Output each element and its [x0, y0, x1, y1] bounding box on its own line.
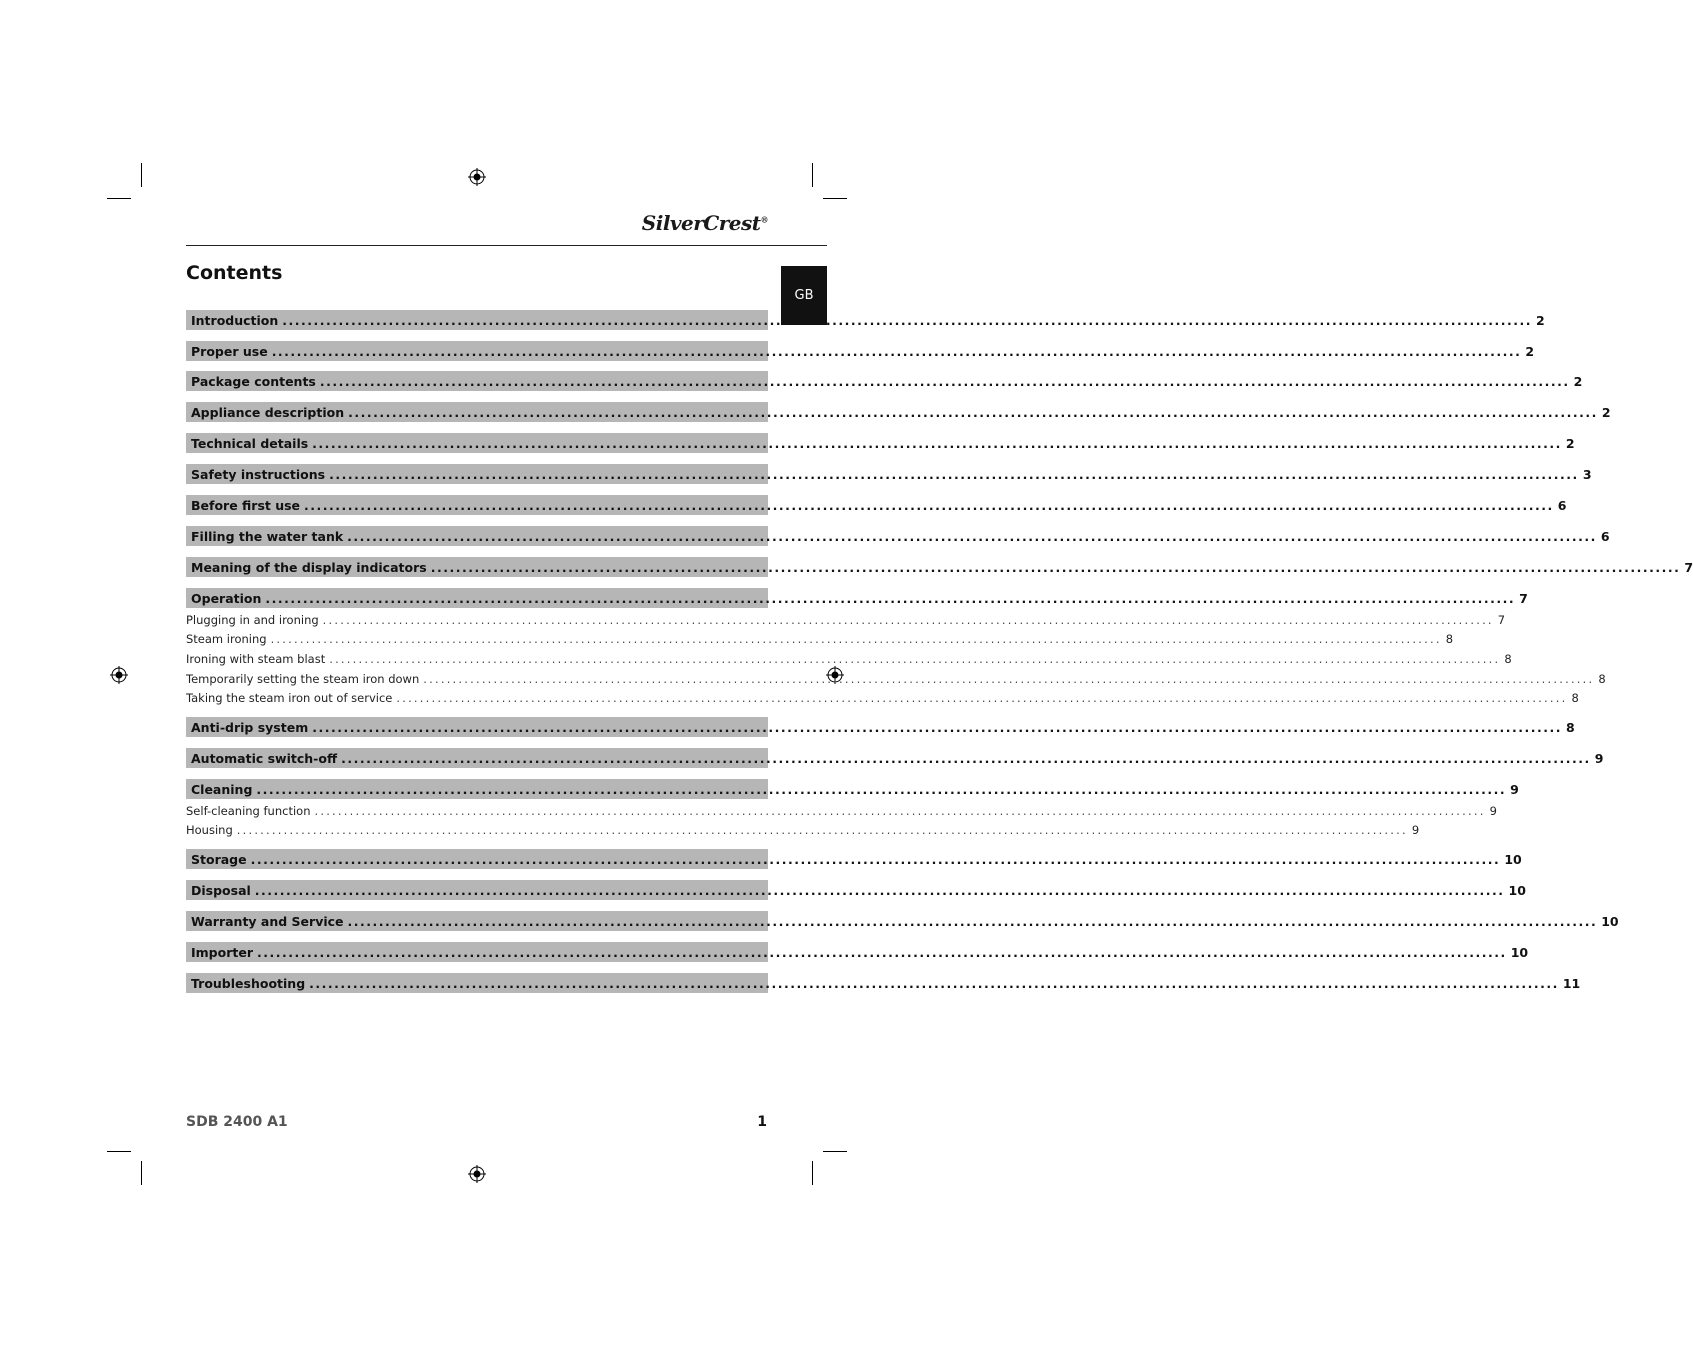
toc-section-entry[interactable]	[186, 588, 1528, 608]
toc-dot-leader: ........................................................................................................................................................................................................	[312, 719, 1562, 735]
toc-entry-page: 7	[1497, 612, 1506, 627]
toc-entry-page: 8	[1565, 719, 1575, 735]
toc-dot-leader: ........................................................................................................................................................................................................	[329, 466, 1579, 482]
toc-section-entry[interactable]	[186, 371, 1583, 391]
toc-section-entry[interactable]	[186, 526, 1610, 546]
toc-subsection-entry[interactable]	[186, 802, 1497, 819]
toc-dot-leader: ........................................................................................................................................................................................................	[341, 750, 1591, 766]
toc-dot-leader: ........................................................................................................................................................................................................	[312, 435, 1562, 451]
toc-entry-page: 7	[1684, 559, 1693, 575]
toc-entry-page: 2	[1565, 435, 1575, 451]
toc-dot-leader: ........................................................................................................................................................................................................	[282, 312, 1532, 328]
toc-entry-page: 2	[1601, 404, 1611, 420]
toc-entry-label: Automatic switch-off	[191, 750, 338, 766]
toc-dot-leader: ........................................................................................................................................................................................................	[322, 612, 1494, 627]
toc-dot-leader: ........................................................................................................................................................................................................	[265, 590, 1516, 606]
toc-entry-page: 10	[1504, 851, 1522, 867]
toc-dot-leader: ........................................................................................................................................................................................................	[271, 343, 1522, 359]
toc-entry-label: Cleaning	[191, 781, 253, 797]
toc-entry-label: Importer	[191, 944, 253, 960]
toc-entry-label: Taking the steam iron out of service	[186, 690, 393, 705]
toc-entry-label: Warranty and Service	[191, 913, 344, 929]
brand-registered-mark: ®	[760, 214, 768, 225]
toc-entry-label: Temporarily setting the steam iron down	[186, 671, 420, 686]
toc-section-entry[interactable]	[186, 911, 1619, 931]
toc-entry-page: 2	[1536, 312, 1545, 328]
toc-dot-leader: ........................................................................................................................................................................................................	[348, 404, 1598, 420]
registration-mark-icon	[468, 168, 486, 186]
toc-entry-page: 11	[1562, 975, 1581, 991]
crop-mark-top-left-vertical	[141, 163, 142, 187]
crop-mark-bottom-right-horizontal	[823, 1151, 847, 1152]
toc-dot-leader: ........................................................................................................................................................................................................	[254, 882, 1505, 898]
toc-section-entry[interactable]	[186, 557, 1693, 577]
toc-entry-label: Steam ironing	[186, 631, 267, 646]
toc-section-entry[interactable]	[186, 310, 1545, 330]
toc-entry-page: 10	[1601, 913, 1619, 929]
toc-section-entry[interactable]	[186, 880, 1526, 900]
toc-entry-page: 10	[1508, 882, 1526, 898]
toc-dot-leader: ........................................................................................................................................................................................................	[430, 559, 1681, 575]
toc-entry-label: Meaning of the display indicators	[191, 559, 427, 575]
crop-mark-top-right-vertical	[812, 163, 813, 187]
toc-dot-leader: ........................................................................................................................................................................................................	[304, 497, 1554, 513]
toc-section-entry[interactable]	[186, 495, 1567, 515]
toc-entry-label: Proper use	[191, 343, 268, 359]
toc-entry-label: Anti-drip system	[191, 719, 309, 735]
toc-entry-label: Disposal	[191, 882, 251, 898]
toc-entry-page: 7	[1519, 590, 1528, 606]
toc-dot-leader: ........................................................................................................................................................................................................	[236, 822, 1408, 837]
toc-entry-page: 2	[1573, 373, 1583, 389]
toc-section-entry[interactable]	[186, 779, 1519, 799]
toc-entry-page: 8	[1504, 651, 1512, 666]
toc-entry-page: 8	[1598, 671, 1606, 686]
crop-mark-top-left-horizontal	[107, 198, 131, 199]
toc-entry-label: Self-cleaning function	[186, 803, 311, 818]
crop-mark-top-right-horizontal	[823, 198, 847, 199]
toc-section-entry[interactable]	[186, 942, 1529, 962]
toc-section-entry[interactable]	[186, 433, 1575, 453]
toc-dot-leader: ........................................................................................................................................................................................................	[347, 528, 1597, 544]
toc-subsection-entry[interactable]	[186, 630, 1454, 647]
toc-section-entry[interactable]	[186, 341, 1535, 361]
toc-dot-leader: ........................................................................................................................................................................................................	[256, 781, 1507, 797]
toc-entry-label: Storage	[191, 851, 247, 867]
toc-subsection-entry[interactable]	[186, 611, 1506, 628]
toc-entry-label: Filling the water tank	[191, 528, 344, 544]
toc-dot-leader: ........................................................................................................................................................................................................	[423, 671, 1595, 686]
toc-subsection-entry[interactable]	[186, 650, 1512, 667]
toc-entry-page: 9	[1489, 803, 1497, 818]
toc-entry-label: Safety instructions	[191, 466, 326, 482]
brand-logo	[642, 211, 768, 235]
toc-entry-label: Technical details	[191, 435, 309, 451]
toc-entry-page: 9	[1510, 781, 1519, 797]
toc-entry-page: 6	[1600, 528, 1610, 544]
toc-entry-page: 2	[1525, 343, 1535, 359]
toc-entry-label: Housing	[186, 822, 233, 837]
header-rule	[186, 245, 827, 246]
toc-section-entry[interactable]	[186, 717, 1575, 737]
language-tab: GB	[781, 266, 827, 325]
toc-entry-label: Operation	[191, 590, 262, 606]
toc-dot-leader: ........................................................................................................................................................................................................	[250, 851, 1501, 867]
footer-page-number: 1	[757, 1114, 767, 1130]
toc-entry-label: Before first use	[191, 497, 301, 513]
toc-entry-page: 6	[1557, 497, 1567, 513]
toc-section-entry[interactable]	[186, 464, 1592, 484]
toc-dot-leader: ........................................................................................................................................................................................................	[329, 651, 1501, 666]
brand-name: SilverCrest	[641, 211, 761, 235]
toc-entry-page: 8	[1571, 690, 1579, 705]
toc-dot-leader: ........................................................................................................................................................................................................	[270, 631, 1442, 646]
toc-entry-page: 9	[1594, 750, 1604, 766]
toc-dot-leader: ........................................................................................................................................................................................................	[396, 690, 1568, 705]
toc-section-entry[interactable]	[186, 973, 1581, 993]
toc-entry-label: Introduction	[191, 312, 279, 328]
registration-mark-icon	[110, 666, 128, 684]
toc-subsection-entry[interactable]	[186, 821, 1420, 838]
crop-mark-bottom-left-horizontal	[107, 1151, 131, 1152]
toc-entry-page: 10	[1510, 944, 1529, 960]
toc-entry-label: Appliance description	[191, 404, 345, 420]
toc-section-entry[interactable]	[186, 849, 1522, 869]
toc-dot-leader: ........................................................................................................................................................................................................	[319, 373, 1570, 389]
page-title: Contents	[186, 262, 283, 284]
toc-subsection-entry[interactable]	[186, 670, 1606, 687]
toc-subsection-entry[interactable]	[186, 689, 1579, 706]
crop-mark-bottom-right-vertical	[812, 1161, 813, 1185]
toc-dot-leader: ........................................................................................................................................................................................................	[309, 975, 1559, 991]
toc-dot-leader: ........................................................................................................................................................................................................	[314, 803, 1486, 818]
footer-model-number: SDB 2400 A1	[186, 1114, 288, 1130]
toc-section-entry[interactable]	[186, 402, 1611, 422]
toc-entry-label: Package contents	[191, 373, 316, 389]
crop-mark-bottom-left-vertical	[141, 1161, 142, 1185]
toc-entry-label: Troubleshooting	[191, 975, 306, 991]
toc-entry-page: 9	[1411, 822, 1420, 837]
toc-dot-leader: ........................................................................................................................................................................................................	[257, 944, 1507, 960]
toc-entry-page: 3	[1582, 466, 1592, 482]
registration-mark-icon	[468, 1165, 486, 1183]
toc-entry-page: 8	[1445, 631, 1454, 646]
toc-entry-label: Ironing with steam blast	[186, 651, 326, 666]
toc-section-entry[interactable]	[186, 748, 1604, 768]
toc-entry-label: Plugging in and ironing	[186, 612, 319, 627]
toc-dot-leader: ........................................................................................................................................................................................................	[347, 913, 1598, 929]
